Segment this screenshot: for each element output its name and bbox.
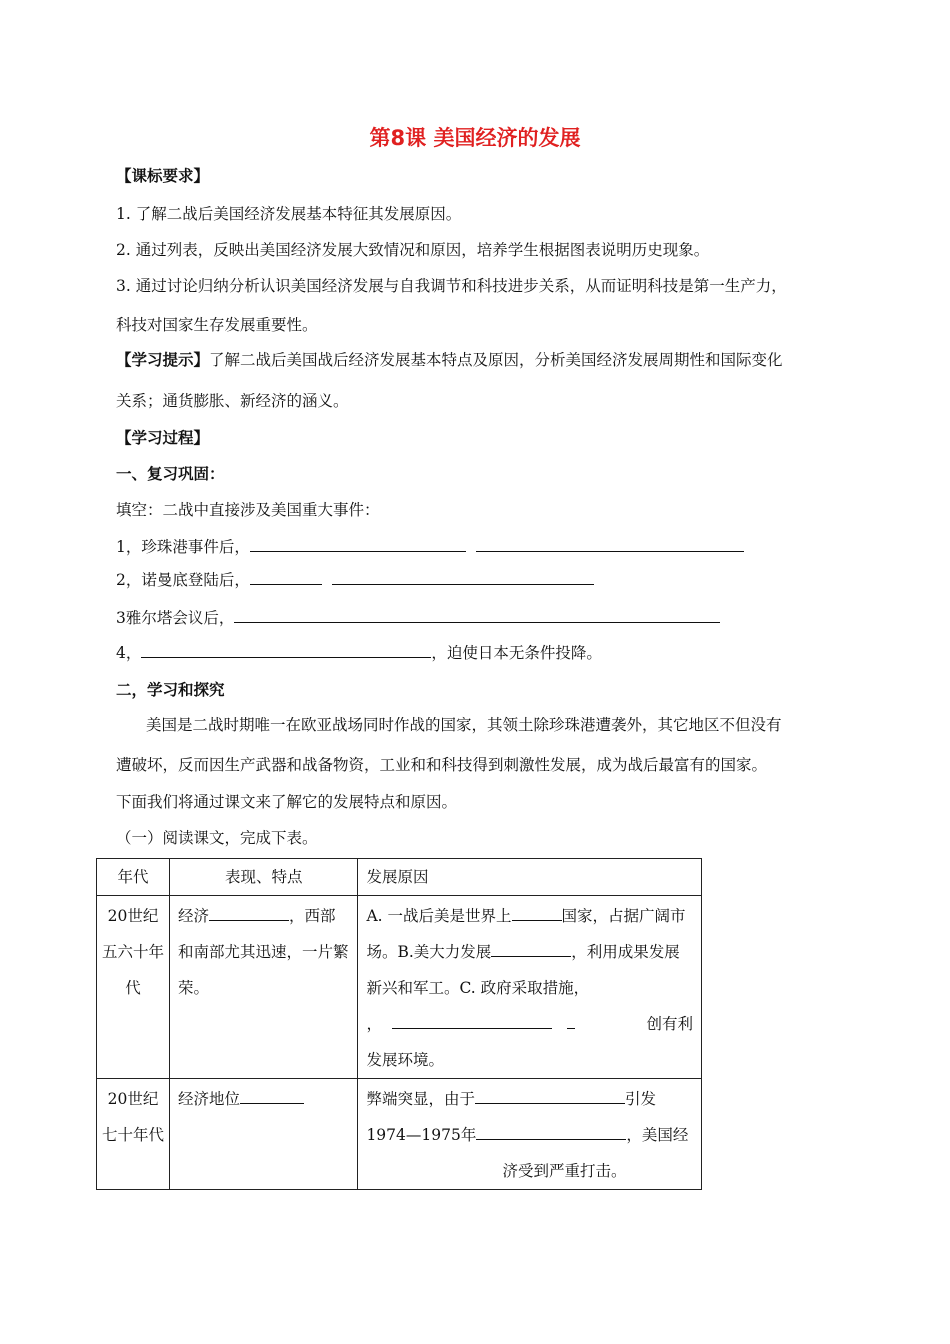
answer-blank-4[interactable] (141, 643, 431, 658)
row1-reason-blank-3[interactable] (392, 1014, 552, 1029)
review-intro: 填空：二战中直接涉及美国重大事件： (116, 501, 380, 519)
row1-reason-b: 国家，占据广阔市场。B.美大力发展 (366, 907, 686, 961)
row1-reason (358, 896, 702, 1079)
row2-feature-label: 经济地位 (177, 1090, 240, 1108)
row2-era: 20世纪七十年代 (97, 1079, 170, 1190)
row2-reason-blank-2[interactable] (476, 1125, 626, 1140)
review-question-2 (116, 568, 594, 590)
row1-era: 20世纪五六十年代 (97, 896, 170, 1079)
row2-reason (358, 1079, 702, 1190)
header-feature: 表现、特点 (169, 859, 357, 896)
standards-item-3-cont: 科技对国家生存发展重要性。 (116, 316, 318, 334)
page-title: 第8课 美国经济的发展 (369, 126, 581, 150)
row1-reason-d: ， (366, 1015, 382, 1033)
explore-task: （一）阅读课文，完成下表。 (116, 829, 318, 847)
standards-item-3: 3. 通过讨论归纳分析认识美国经济发展与自我调节和科技进步关系，从而证明科技是第一生产力， (116, 277, 787, 295)
explore-paragraph-line-2: 遭破坏，反而因生产武器和战备物资，工业和和科技得到刺激性发展，成为战后最富有的国家。 (116, 756, 768, 774)
row1-reason-e: 创有利 (646, 1015, 693, 1033)
header-reason: 发展原因 (358, 859, 702, 896)
table-row (97, 896, 702, 1079)
row1-reason-blank-4[interactable] (567, 1014, 575, 1029)
answer-blank-2a[interactable] (250, 570, 322, 585)
process-heading: 【学习过程】 (116, 429, 210, 447)
answer-blank-3[interactable] (234, 608, 720, 623)
row2-reason-c: 1974—1975年 (366, 1126, 477, 1144)
standards-item-1: 1. 了解二战后美国经济发展基本特征其发展原因。 (116, 205, 462, 223)
standards-item-2: 2. 通过列表，反映出美国经济发展大致情况和原因，培养学生根据图表说明历史现象。 (116, 241, 710, 259)
row1-reason-f: 发展环境。 (366, 1051, 444, 1069)
hint-line-1 (116, 348, 783, 370)
explore-paragraph-line-1: 美国是二战时期唯一在欧亚战场同时作战的国家，其领土除珍珠港遭袭外，其它地区不但没有 (146, 716, 782, 734)
answer-blank-1a[interactable] (250, 537, 466, 552)
review-question-1 (116, 535, 744, 557)
row1-feature-blank[interactable] (209, 906, 289, 921)
question-1-label: 1，珍珠港事件后， (116, 538, 250, 556)
row2-reason-e: 济受到严重打击。 (502, 1162, 627, 1180)
row1-reason-a: A. 一战后美是世界上 (366, 907, 512, 925)
row1-feature (169, 896, 357, 1079)
review-question-4 (116, 641, 602, 663)
row1-feature-text: ，西部和南部尤其迅速，一片繁荣。 (177, 907, 349, 997)
review-heading: 一、复习巩固： (116, 465, 225, 483)
row2-feature (169, 1079, 357, 1190)
header-era: 年代 (97, 859, 170, 896)
row1-reason-blank-2[interactable] (491, 942, 571, 957)
row2-reason-d: ，美国经 (626, 1126, 689, 1144)
row1-reason-blank-1[interactable] (512, 906, 562, 921)
question-4-suffix: ，迫使日本无条件投降。 (431, 644, 602, 662)
row1-reason-c: ，利用成果发展新兴和军工。C. 政府采取措施， (366, 943, 680, 997)
table-row (97, 1079, 702, 1190)
explore-paragraph-line-3: 下面我们将通过课文来了解它的发展特点和原因。 (116, 793, 458, 811)
question-3-label: 3雅尔塔会议后， (116, 609, 235, 627)
table-header-row (97, 859, 702, 896)
row2-feature-blank[interactable] (240, 1089, 304, 1104)
question-4-prefix: 4， (116, 644, 142, 662)
row1-feature-label: 经济 (177, 907, 209, 925)
development-table (96, 858, 702, 1190)
review-question-3 (116, 606, 720, 628)
row2-reason-b: 引发 (624, 1090, 656, 1108)
answer-blank-2b[interactable] (332, 570, 594, 585)
hint-label: 【学习提示】 (116, 351, 210, 369)
row2-reason-blank-1[interactable] (475, 1089, 625, 1104)
hint-line-2: 关系；通货膨胀、新经济的涵义。 (116, 392, 349, 410)
hint-text: 了解二战后美国战后经济发展基本特点及原因，分析美国经济发展周期性和国际变化 (209, 351, 783, 369)
explore-heading: 二，学习和探究 (116, 681, 225, 699)
standards-heading: 【课标要求】 (116, 167, 210, 185)
question-2-label: 2，诺曼底登陆后， (116, 571, 250, 589)
row2-reason-a: 弊端突显，由于 (366, 1090, 475, 1108)
answer-blank-1b[interactable] (476, 537, 744, 552)
